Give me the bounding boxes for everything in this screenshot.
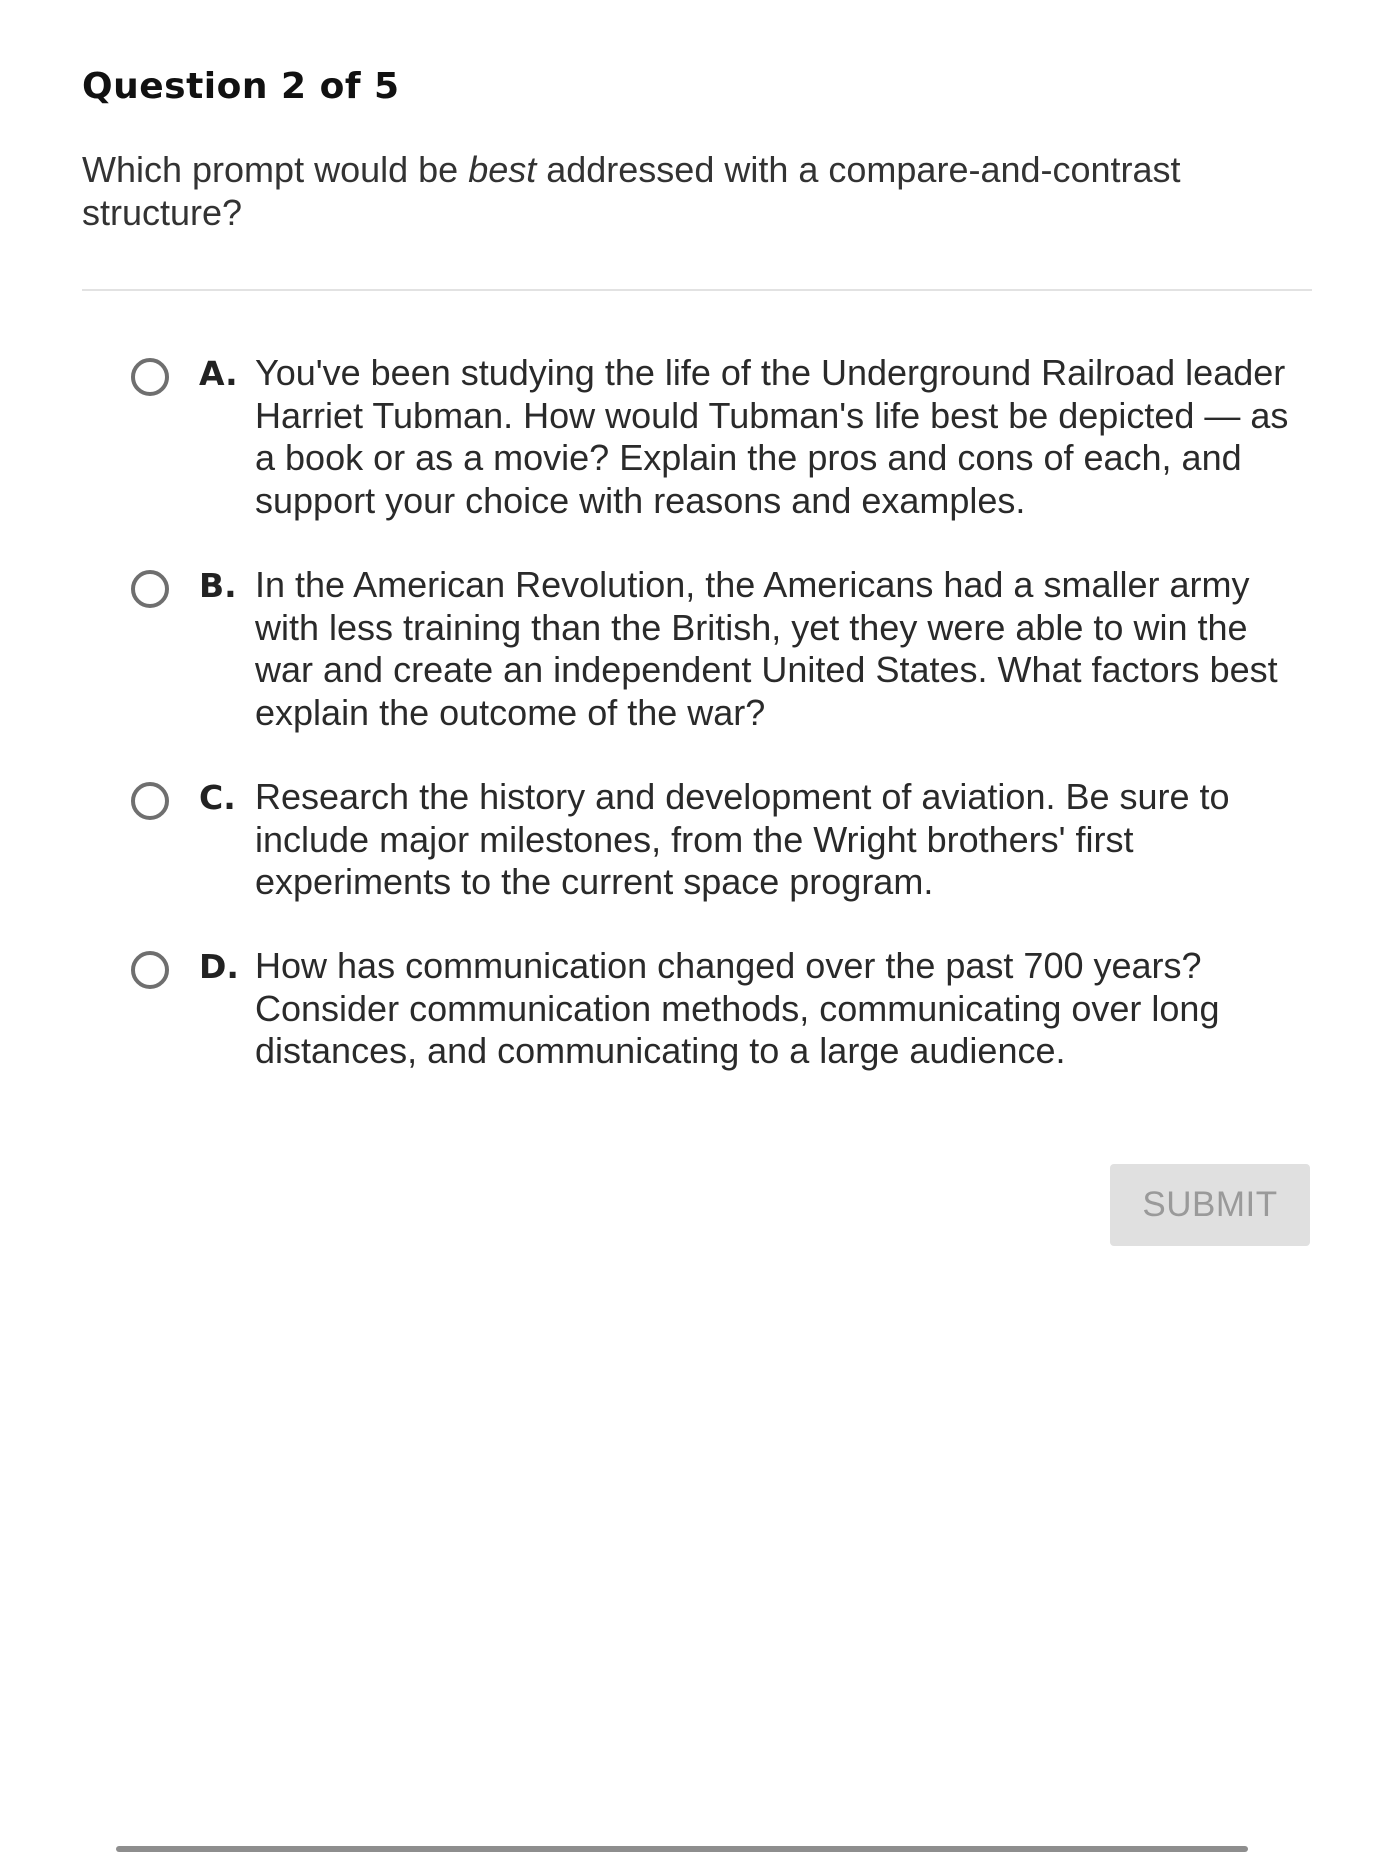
question-counter: Question 2 of 5	[82, 66, 400, 107]
option-letter: B.	[199, 566, 237, 605]
radio-button-icon[interactable]	[131, 570, 169, 608]
radio-button-icon[interactable]	[131, 782, 169, 820]
answer-option-d[interactable]	[131, 945, 1321, 1073]
option-letter: C.	[199, 778, 236, 817]
answer-option-b[interactable]	[131, 564, 1321, 734]
option-text: Research the history and development of aviation. Be sure to include major milestones, from the Wright brothers' first experiments to the current space program.	[255, 776, 1230, 902]
submit-button[interactable]: SUBMIT	[1110, 1164, 1310, 1246]
home-indicator-bar[interactable]	[116, 1846, 1248, 1852]
option-text: How has communication changed over the past 700 years? Consider communication methods, communicating over long distances, and communicating to a large audience.	[255, 945, 1220, 1071]
option-text: In the American Revolution, the Americans had a smaller army with less training than the British, yet they were able to win the war and create an independent United States. What factors best explain the outcome of the war?	[255, 564, 1278, 733]
question-emphasis: best	[468, 149, 537, 190]
radio-button-icon[interactable]	[131, 358, 169, 396]
option-letter: A.	[199, 354, 238, 393]
question-text-start: Which prompt would be	[82, 149, 469, 190]
question-text-end: addressed with a compare-and-contrast structure?	[82, 149, 1181, 233]
option-letter: D.	[199, 947, 239, 986]
divider	[82, 289, 1312, 291]
answer-option-a[interactable]	[131, 352, 1321, 522]
radio-button-icon[interactable]	[131, 951, 169, 989]
answer-option-c[interactable]	[131, 776, 1321, 904]
option-text: You've been studying the life of the Underground Railroad leader Harriet Tubman. How would Tubman's life best be depicted — as a book or as a movie? Explain the pros and cons of each, and support your choice with reasons and examples.	[255, 352, 1289, 521]
question-prompt	[82, 148, 1282, 234]
